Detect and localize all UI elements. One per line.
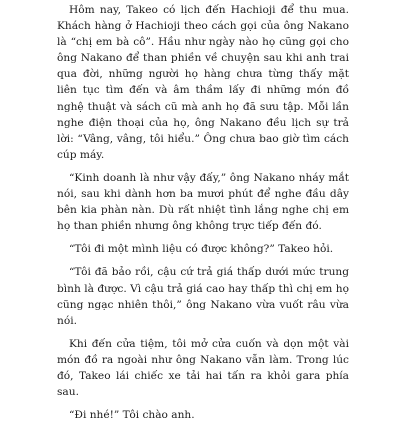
paragraph-4: “Tôi đã bảo rồi, cậu cứ trả giá thấp dưới mức trung bình là được. Vì cậu trả giá cao hay thấp thì chị em họ cũng ngạc nhiên thôi,” ông Nakano vừa vuốt râu vừa nói. — [57, 266, 349, 327]
paragraph-6: “Đi nhé!” Tôi chào anh. — [69, 409, 195, 422]
paragraph-3: “Tôi đi một mình liệu có được không?” Takeo hỏi. — [69, 243, 334, 256]
paragraph-2: “Kinh doanh là như vậy đấy,” ông Nakano nháy mắt nói, sau khi dành hơn ba mươi phút để nghe đầu dây bên kia phàn nàn. Dù rất nhiệt tình lắng nghe chị em họ than phiền nhưng ông không trực tiếp đến đó. — [57, 171, 349, 233]
paragraph-5: Khi đến cửa tiệm, tôi mở cửa cuốn và dọn một vài món đồ ra ngoài như ông Nakano vẫn làm. Trong lúc đó, Takeo lái chiếc xe tải hai tấn ra khỏi gara phía sau. — [57, 337, 349, 399]
body-text — [57, 0, 349, 423]
paragraph-1: Hôm nay, Takeo có lịch đến Hachioji để thu mua. Khách hàng ở Hachioji theo cách gọi của ông Nakano là “chị em bà cô”. Hầu như ngày nào họ cũng gọi cho ông Nakano để than phiền về chuyện sau khi anh trai qua đời, những người họ hàng chưa từng thấy mặt liên tục tìm đến và âm thầm lấy đi những món đồ nghệ thuật và sách cũ mà anh họ đã sưu tập. Mỗi lần nghe điện thoại của họ, ông Nakano đều lịch sự trả lời: “Vâng, vâng, tôi hiểu.” Ông chưa bao giờ tìm cách cúp máy. — [57, 4, 349, 161]
